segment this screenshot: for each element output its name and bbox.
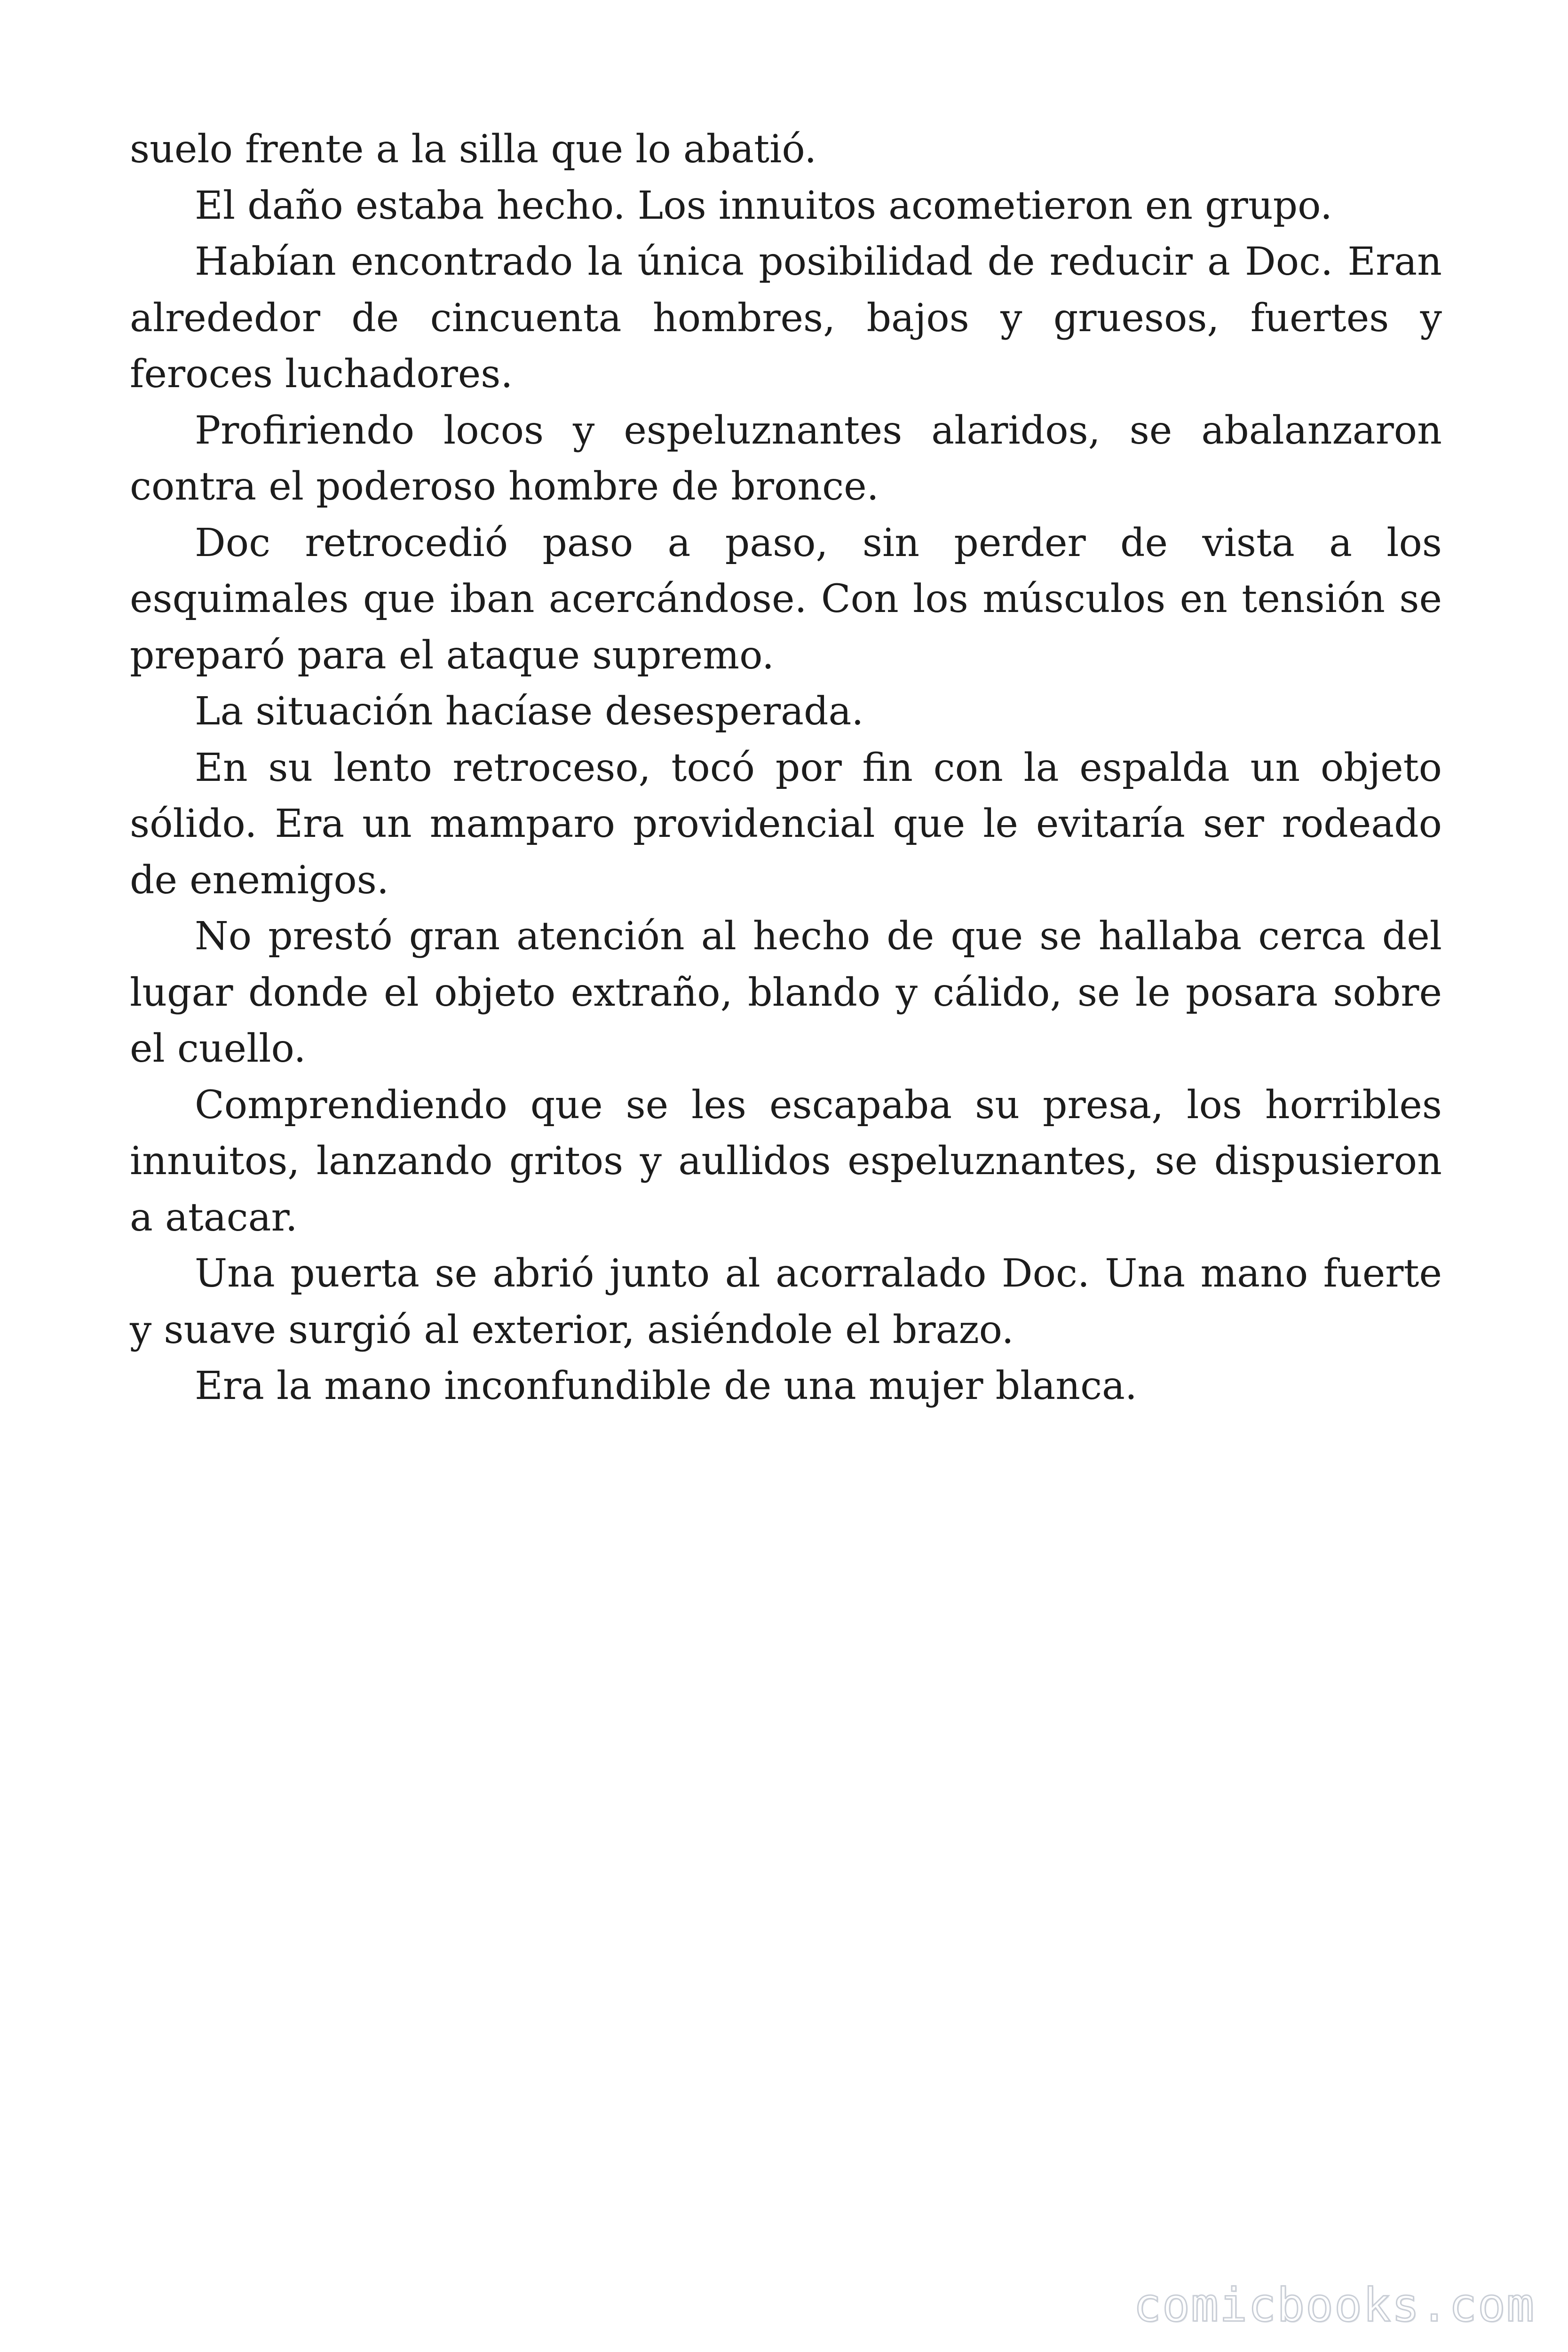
paragraph-7: En su lento retroceso, tocó por fin con la espalda un objeto sólido. Era un mamparo providencial que le evitaría ser rodeado de enemigos. (130, 745, 1442, 903)
paragraph-2: El daño estaba hecho. Los innuitos acometieron en grupo. (195, 183, 1333, 228)
page-body (130, 121, 1442, 1414)
paragraph-9: Comprendiendo que se les escapaba su presa, los horribles innuitos, lanzando gritos y aullidos espeluznantes, se dispusieron a atacar. (130, 1082, 1442, 1240)
paragraph-8: No prestó gran atención al hecho de que se hallaba cerca del lugar donde el objeto extraño, blando y cálido, se le posara sobre el cuello. (130, 914, 1442, 1071)
paragraph-3: Habían encontrado la única posibilidad de reducir a Doc. Eran alrededor de cincuenta hombres, bajos y gruesos, fuertes y feroces luchadores. (130, 239, 1442, 397)
paragraph-6: La situación hacíase desesperada. (195, 689, 864, 734)
watermark: comicbooks.com (1133, 2279, 1535, 2332)
paragraph-5: Doc retrocedió paso a paso, sin perder de vista a los esquimales que iban acercándose. Con los músculos en tensión se preparó para el ataque supremo. (130, 520, 1442, 678)
paragraph-10: Una puerta se abrió junto al acorralado Doc. Una mano fuerte y suave surgió al exterior, asiéndole el brazo. (130, 1251, 1442, 1352)
paragraph-11: Era la mano inconfundible de una mujer blanca. (195, 1364, 1137, 1408)
paragraph-4: Profiriendo locos y espeluznantes alaridos, se abalanzaron contra el poderoso hombre de bronce. (130, 408, 1442, 509)
paragraph-1: suelo frente a la silla que lo abatió. (130, 127, 817, 172)
